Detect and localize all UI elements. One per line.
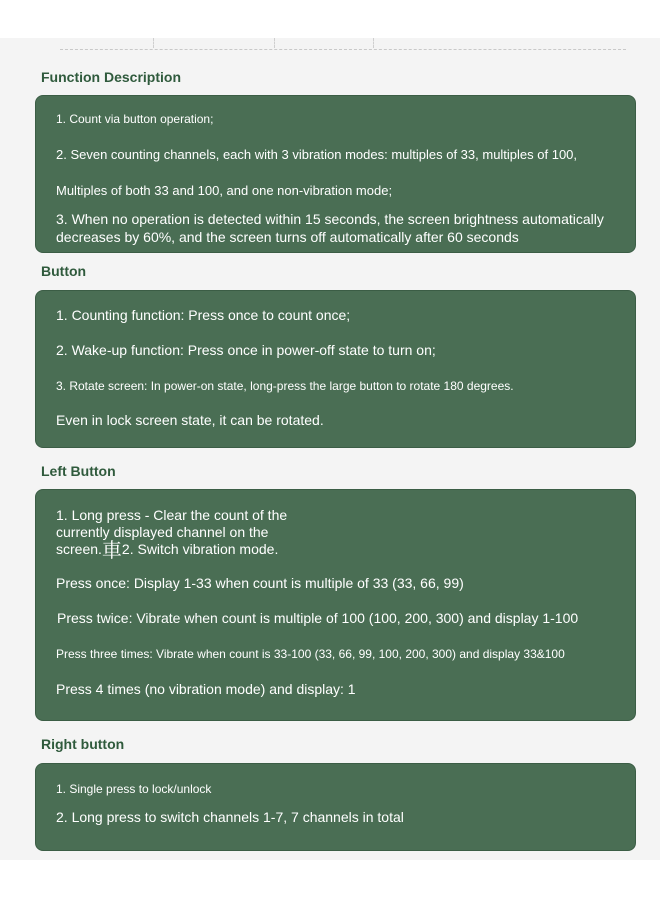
stamp-glyph: 車 [101,540,122,562]
button-line-2: 2. Wake-up function: Press once in power-off state to turn on; [56,342,436,358]
left-button-line-4: Press three times: Vibrate when count is 33-100 (33, 66, 99, 100, 200, 300) and display 33&100 [56,647,565,661]
left-button-line-2: Press once: Display 1-33 when count is multiple of 33 (33, 66, 99) [56,575,464,591]
function-description-heading: Function Description [41,69,181,85]
dashed-divider [60,49,626,50]
right-button-line-2: 2. Long press to switch channels 1-7, 7 channels in total [56,809,404,825]
divider-tick [153,38,154,48]
left-button-line-1a: 1. Long press - Clear the count of the currently displayed channel on the screen. [56,507,288,557]
left-button-heading: Left Button [41,463,116,479]
function-line-2: 2. Seven counting channels, each with 3 vibration modes: multiples of 33, multiples of 100, [56,147,578,162]
divider-tick [274,38,275,48]
right-button-heading: Right button [41,736,125,752]
right-button-line-1: 1. Single press to lock/unlock [56,782,212,796]
function-line-4: 3. When no operation is detected within 15 seconds, the screen brightness automatically decreases by 60%, and the screen turns off automatically after 60 seconds [56,211,604,245]
button-card [35,290,636,448]
function-line-1: 1. Count via button operation; [56,112,214,126]
function-description-card [35,95,636,253]
function-line-3: Multiples of both 33 and 100, and one non-vibration mode; [56,183,393,198]
left-button-card [35,489,636,721]
right-button-card [35,763,636,851]
button-heading: Button [41,263,87,279]
left-button-line-5: Press 4 times (no vibration mode) and display: 1 [56,681,356,697]
left-button-line-3: Press twice: Vibrate when count is multiple of 100 (100, 200, 300) and display 1-100 [57,610,579,626]
button-line-1: 1. Counting function: Press once to count once; [56,307,351,323]
divider-tick [373,38,374,48]
button-line-3: 3. Rotate screen: In power-on state, long-press the large button to rotate 180 degrees. [56,379,514,393]
left-button-line-1 [56,507,316,560]
left-button-line-1b: 2. Switch vibration mode. [121,541,279,557]
button-line-4: Even in lock screen state, it can be rotated. [56,412,324,428]
